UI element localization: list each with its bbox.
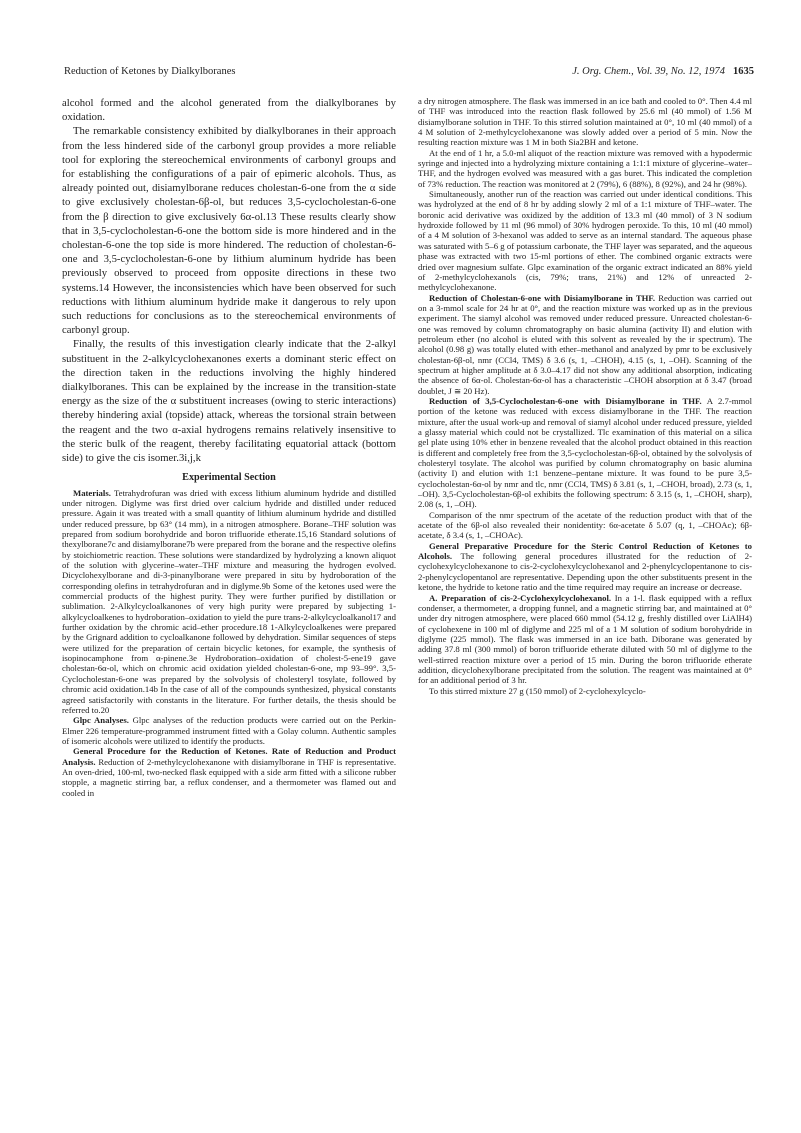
run-in-head: Reduction of 3,5-Cyclocholestan-6-one with Disiamylborane in THF. (429, 395, 702, 406)
run-in-head: General Procedure for the Reduction of Ketones. Rate of Reduction and Product Analysis. (62, 746, 396, 767)
paragraph-preparative (418, 541, 752, 593)
left-column (62, 96, 396, 1106)
paragraph: Simultaneously, another run of the reaction was carried out under identical conditions. This was hydrolyzed at the end of 8 hr by adding slowly 2 ml of a 1:1 mixture of THF–water. The boronic acid derivative was oxidized by the addition of 13.3 ml (40 mmol) of 3 N sodium hydroxide followed by 11 ml (96 mmol) of 30% hydrogen peroxide. To this, 10 ml (40 mmol) of a 4 M solution of 3-hexanol was added to serve as an internal standard. The aqueous phase was saturated with 5–6 g of potassium carbonate, the THF layer was separated, and the aqueous phase was extracted with two 15-ml portions of ether. The combined organic extracts were dried over magnesium sulfate. Glpc examination of the organic extract indicated an 88% yield of 2-methylcyclohexanols (cis, 79%; trans, 21%) and 12% of unreacted 2-methylcyclohexanone. (418, 189, 752, 293)
paragraph-body: A 2.7-mmol portion of the ketone was reduced with excess disiamylborane in the THF. The reaction mixture, after the usual work-up and removal of siamyl alcohol under reduced pressure, yielded a glassy material which could not be crystallized. Tlc examination of this material on a silica gel plate using 10% ether in benzene revealed that the alcohol product obtained in this reaction is different and completely free from the 3,5-cyclocholestan-6β-ol, obtained by the solvolysis of cholesteryl tosylate. The alcohol was purified by column chromatography on basic alumina (activity I) and elution with 1:1 benzene–pentane mixture. It was found to be pure 3,5-cyclocholestan-6α-ol by nmr and tlc, nmr (CCl4, TMS) δ 3.81 (s, 1, –CHOH, broad), 2.73 (s, 1, –OH). 3,5-Cyclocholestan-6β-ol exhibits the following spectrum: δ 3.15 (s, 1, –CHOH, sharp), 2.08 (s, 1, –OH). (418, 395, 752, 510)
paragraph: At the end of 1 hr, a 5.0-ml aliquot of the reaction mixture was removed with a hypodermic syringe and injected into a hydrolyzing mixture containing a 1:1:1 mixture of glycerine–water–THF, and the hydrogen evolved was measured with a gas buret. This indicated the completion of 73% reduction. The reaction was monitored at 2 (79%), 6 (88%), 8 (92%), and 24 hr (98%). (418, 147, 752, 189)
header-title: Reduction of Ketones by Dialkylboranes (64, 66, 236, 77)
section-title: Experimental Section (182, 472, 276, 484)
paragraph-preparation-a (418, 593, 752, 686)
run-in-head: General Preparative Procedure for the Steric Control Reduction of Ketones to Alcohols. (418, 540, 752, 562)
paragraph-body: In a 1-l. flask equipped with a reflux condenser, a thermometer, a dropping funnel, and a magnetic stirring bar, and maintained at 0° under dry nitrogen atmosphere, were placed 660 mmol (54.12 g, freshly distilled over LiAlH4) of cyclohexene in 100 ml of diglyme and 225 ml of a 1 M solution of sodium borohydride in diglyme (225 mmol). The flask was immersed in an ice bath. Diborane was generated by adding 37.8 ml (300 mmol) of boron trifluoride etherate diluted with 50 ml of diglyme to the well-stirred reaction mixture over a period of 15 min. During the boron trifluoride etherate addition, dicyclohexylborane precipitated from the solution. The reagent was maintained at 0° for an additional period of 3 hr. (418, 592, 752, 686)
paragraph-body: Reduction was carried out on a 3-mmol scale for 24 hr at 0°, and the reaction mixture was worked up as in the previous experiment. The siamyl alcohol was removed under reduced pressure. Unreacted cholestan-6-one was removed by column chromatography on basic alumina (activity II) and elution with petroleum ether (no alcohol is eluted with this solvent as revealed by the ir spectrum). The alcohol (0.98 g) was totally eluted with ether–methanol and analyzed by pmr to be exclusively cholestan-6β-ol, nmr (CCl4, TMS) δ 3.6 (s, 1, –CHOH), 4.15 (s, 1, –OH). Scanning of the spectrum at higher amplitude at δ 3.0–4.17 did not show any additional absorption, indicating the absence of 6α-ol. Cholestan-6α-ol has a characteristic –CHOH absorption at δ 3.47 (broad doublet, J ≅ 20 Hz). (418, 292, 752, 396)
header-citation (572, 66, 754, 77)
paragraph: Comparison of the nmr spectrum of the acetate of the reduction product with that of the acetate of the 6β-ol also revealed their nonidentity: 6α-acetate δ 5.07 (q, 1, –CHOAc); 6β-acetate, δ 3.4 (s, 1, –CHOAc). (418, 509, 752, 541)
paragraph-cholestanone (418, 293, 752, 396)
right-column (418, 96, 752, 1106)
paragraph: a dry nitrogen atmosphere. The flask was immersed in an ice bath and cooled to 0°. Then 4.4 ml of THF was introduced into the reaction flask followed by 25.6 ml (40 mmol) of 1.56 M disiamylborane solution in THF. To this stirred solution maintained at 0°, 10 ml (40 mmol) of a 4 M solution of 2-methylcyclohexanone was slowly added over a period of 5 min. Now the resulting reaction mixture was 1 M in both Sia2BH and ketone. (418, 96, 752, 148)
run-in-head: A. Preparation of cis-2-Cyclohexylcyclohexanol. (429, 592, 612, 603)
paragraph-body: Reduction of 2-methylcyclohexanone with disiamylborane in THF is representative. An oven-dried, 100-ml, two-necked flask equipped with a side arm fitted with a silicone rubber stopple, a magnetic stirring bar, a reflux condenser, and a thermometer was flamed out and cooled in (62, 756, 396, 798)
paragraph-body: Glpc analyses of the reduction products were carried out on the Perkin-Elmer 226 temperature-programmed instrument fitted with a Golay column. Authentic samples of isomeric alcohols were utilized to identify the products. (62, 715, 396, 746)
header-journal: J. Org. Chem., Vol. 39, No. 12, 1974 (572, 66, 725, 77)
paragraph-materials (62, 488, 396, 716)
paragraph-general-procedure (62, 746, 396, 798)
paragraph-body: The following general procedures illustrated for the reduction of 2-cyclohexylcyclohexanone to cis-2-cyclohexylcyclohexanol and 2-phenylcyclopentanone to cis-2-phenylcyclopentanol are representative. Depending upon the other substituents present in the ketone, the hydride to ketone ratio and the time required may require an increase or decrease. (418, 551, 752, 593)
paragraph: alcohol formed and the alcohol generated from the dialkylboranes by oxidation. (62, 97, 396, 124)
running-header (64, 66, 754, 80)
paragraph: To this stirred mixture 27 g (150 mmol) of 2-cyclohexylcyclo- (429, 685, 646, 696)
paragraph: The remarkable consistency exhibited by dialkylboranes in their approach from the less hindered side of the carbonyl group provides a more reliable tool for exploring the stereochemical environments of carbonyl groups and for establishing the configurations of a pair of epimeric alcohols. Thus, as already pointed out, disiamylborane reduces cholestan-6-one from the α side to give exclusively cholestan-6β-ol, but reduces 3,5-cyclocholestan-6-one from the β direction to give exclusively 6α-ol.13 These results clearly show that in 3,5-cyclocholestan-6-one the bottom side is more hindered and in the cholestan-6-one the top side is more hindered. The reduction of cholestan-6-one and 3,5-cyclocholestan-6-one by lithium aluminum hydride has been previously observed to proceed from opposite directions in these two systems.14 However, the inconsistencies which have been observed for such reductions with lithium aluminum hydride make it dangerous to rely upon such reductions for conclusions as to the stereochemical environments of carbonyl group. (62, 125, 396, 337)
run-in-head: Reduction of Cholestan-6-one with Disiamylborane in THF. (429, 292, 656, 303)
paragraph: Finally, the results of this investigation clearly indicate that the 2-alkyl substituent in the 2-alkylcyclohexanones exerts a dominant steric effect on the direction taken in the reductions involving the highly hindered dialkylboranes. This can be explained by the increase in the transition-state energy as the size of the α substituent increases (owing to steric interactions) thereby hindering axial (topside) attack, whereas the torsional strain between the reagent and the two α-axial hydrogens remains relatively insensitive to the steric bulk of the reagent, thereby facilitating equatorial attack (bottom side) to give the cis isomer.3i,j,k (62, 338, 396, 465)
run-in-head: Materials. (73, 487, 111, 498)
paragraph-cyclocholestanone (418, 396, 752, 510)
paragraph-glpc (62, 715, 396, 746)
run-in-head: Glpc Analyses. (73, 715, 129, 726)
page-number: 1635 (733, 66, 754, 77)
paragraph-body: Tetrahydrofuran was dried with excess lithium aluminum hydride and distilled under nitrogen. Diglyme was first dried over calcium hydride and distilled under reduced pressure. Again it was treated with a small quantity of lithium aluminum hydride and distilled under reduced pressure, bp 63° (14 mm), in a nitrogen atmosphere. Borane–THF solution was prepared from sodium borohydride and boron trifluoride etherate.15,16 Standard solutions of thexylborane7c and disiamylborane7b were prepared from the borane and the respective olefins by stoichiometric reaction. These solutions were standardized by hydrolyzing a known aliquot of the solution with glycerine–water–THF mixture and measuring the hydrogen evolved. Dicyclohexylborane and di-3-pinanylborane were prepared in situ by hydroboration of the corresponding olefins in tetrahydrofuran and in diglyme.9b Some of the ketones used were the commercial products of the highest purity. They were further purified by distillation or sublimation. 2-Alkylcycloalkanones of very high purity were prepared by subjecting 1-alkylcycloalkenes to hydroboration–oxidation to yield the pure trans-2-alkylcycloalkanol17 and further oxidation by the chromic acid–ether procedure.18 1-Alkylcycloalkenes were prepared by the Grignard addition to cycloalkanone followed by dehydration. Similar sequences of steps were utilized for the preparation of certain bicyclic ketones, for example, the synthesis of isopinocamphone from α-pinene.3e Hydroboration–oxidation of cholest-5-ene19 gave cholestan-6α-ol, which on chromic acid oxidation yielded cholestan-6-one, mp 93–99°. 3,5-Cyclocholestan-6-one was prepared by the solvolysis of cholesteryl tosylate, followed by chromic acid oxidation.14b In the case of all of the compounds synthesized, physical constants agreed satisfactorily with constants in the literature. For further details, the thesis should be referred to.20 (62, 487, 396, 715)
